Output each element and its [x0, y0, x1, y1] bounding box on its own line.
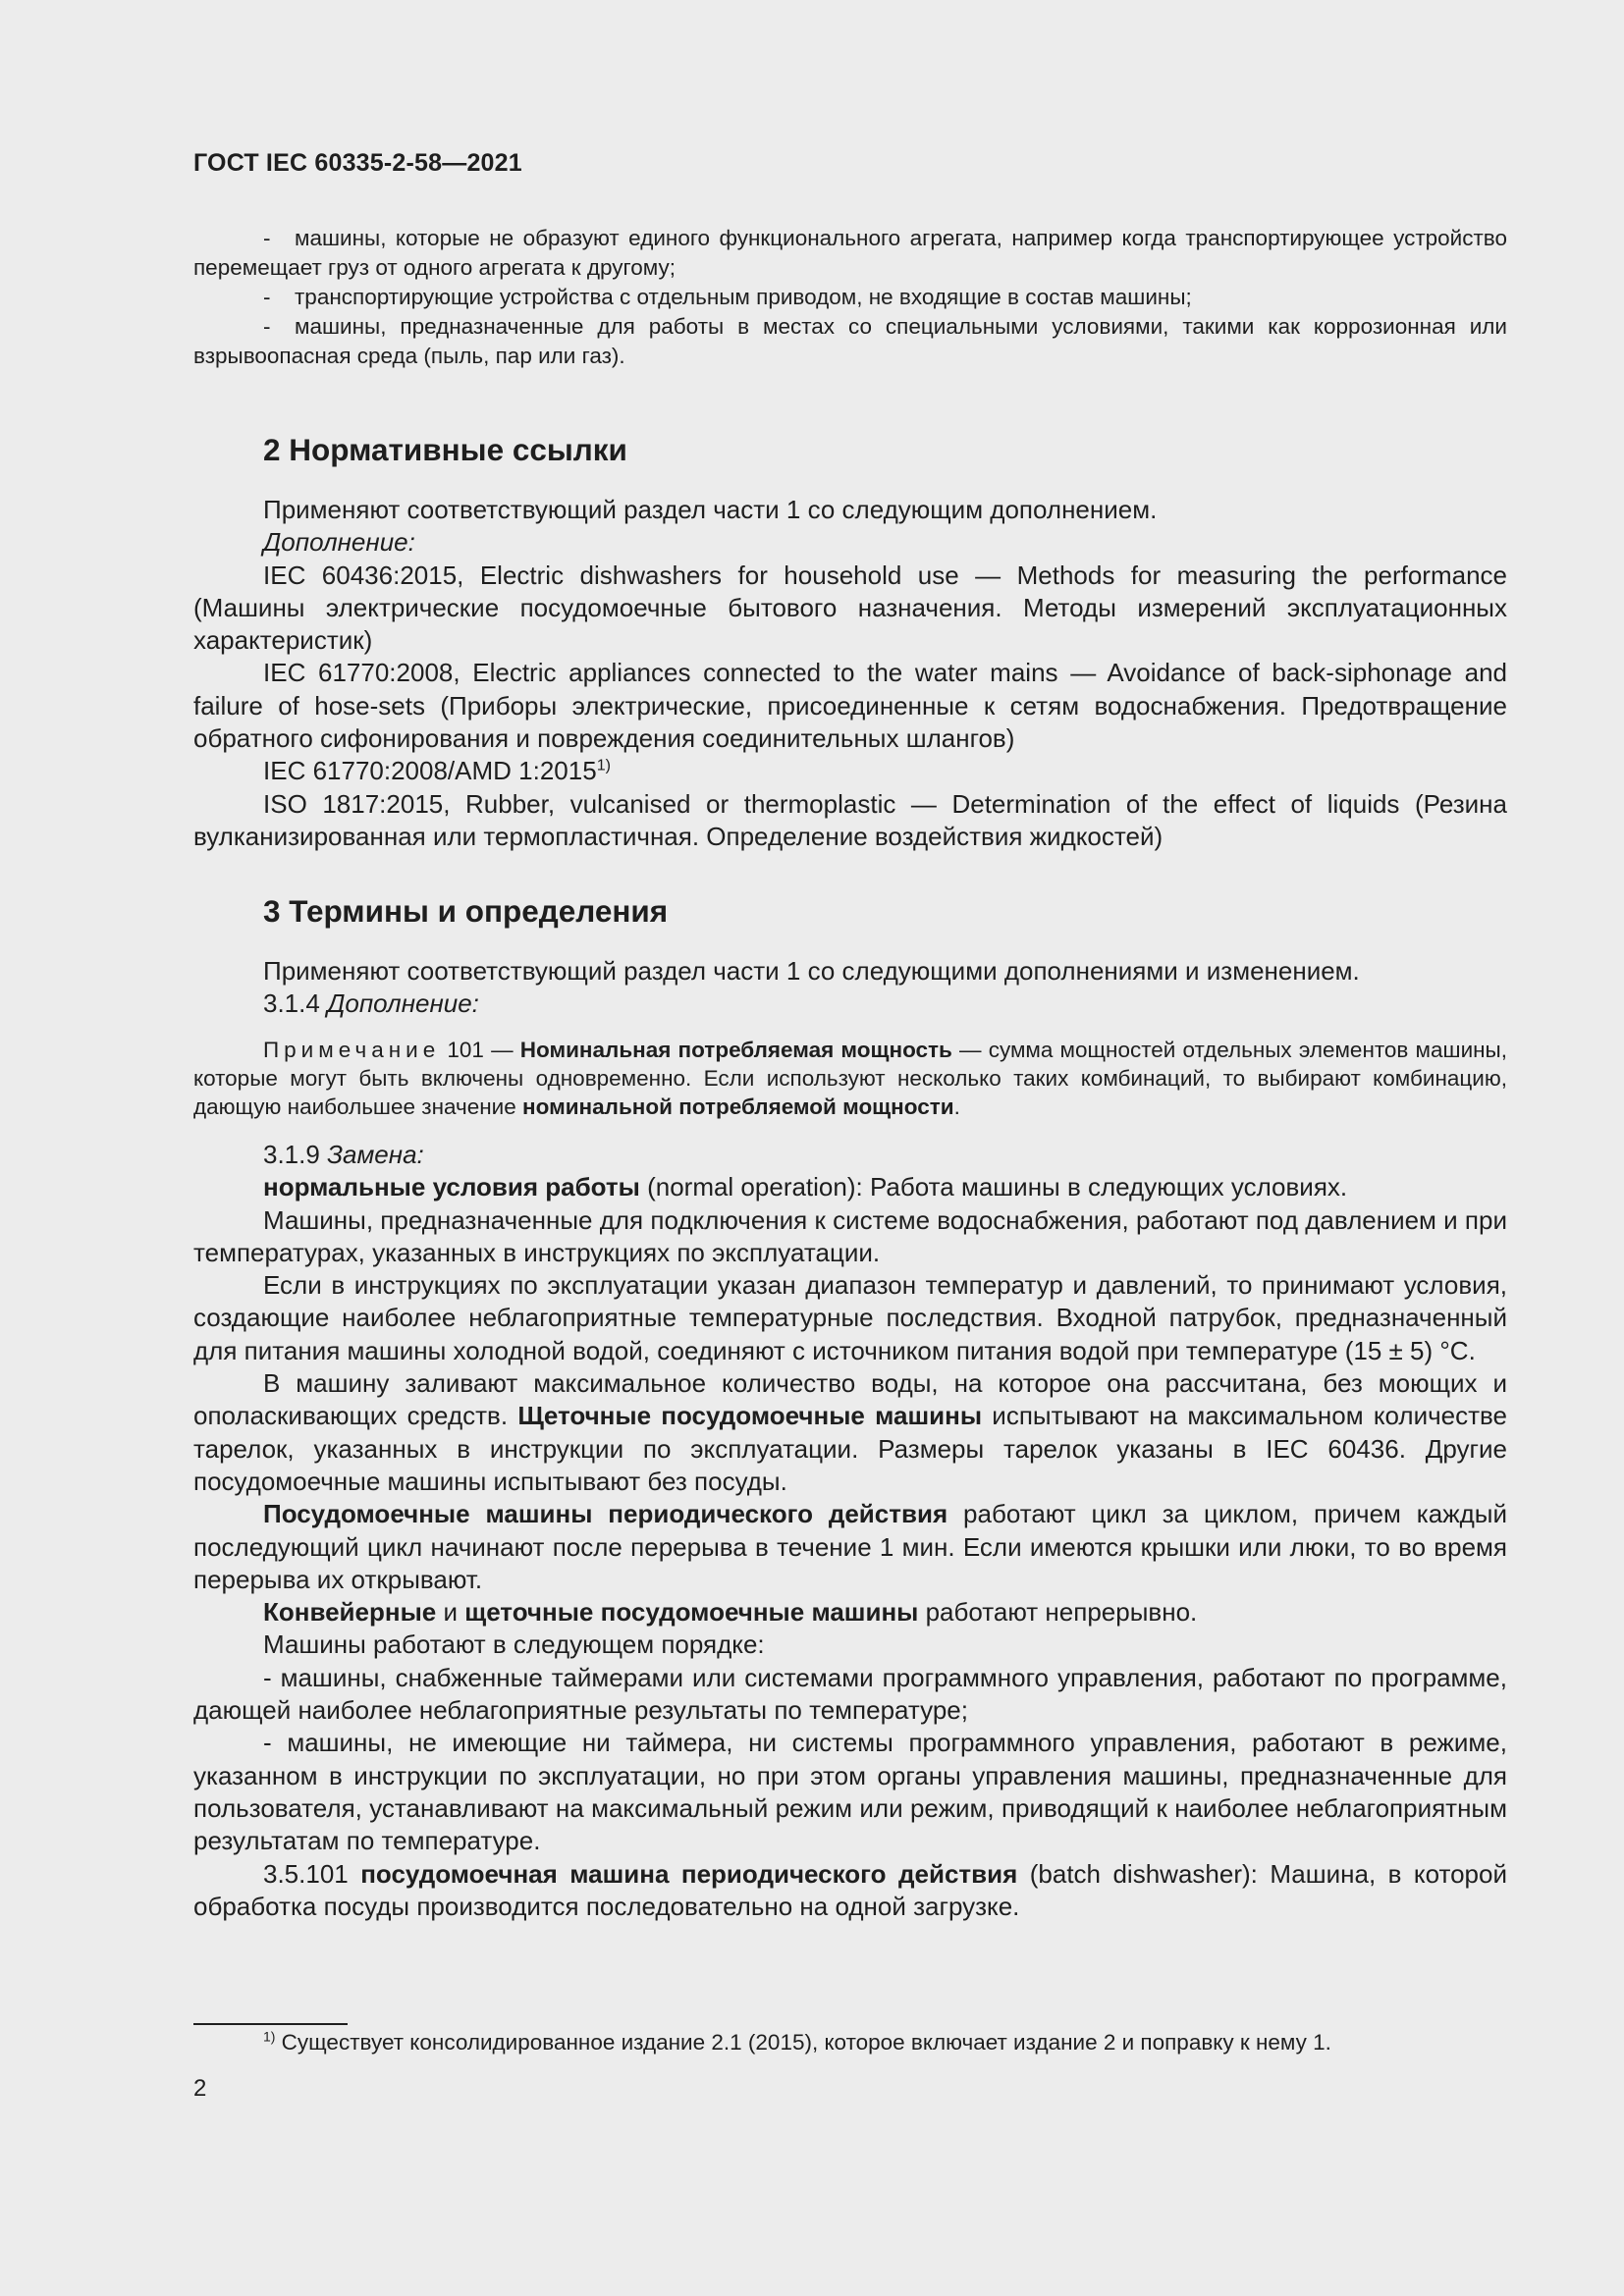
clause-3-1-9: 3.1.9 Замена: — [263, 1140, 424, 1169]
list-item: - машины, снабженные таймерами или системами программного управления, работают по программе, дающей наиболее неблагоприятные результаты по температуре; — [193, 1662, 1507, 1726]
paragraph: Машины работают в следующем порядке: — [263, 1629, 765, 1660]
intro-item: - транспортирующие устройства с отдельным приводом, не входящие в состав машины; — [263, 285, 1192, 309]
list-item: - машины, не имеющие ни таймера, ни системы программного управления, работают в режиме, указанном в инструкции по эксплуатации, но при этом органы управления машины, предназначенные для пользователя, устанавливают на максимальный режим или режим, приводящий к наиболее неблагоприятным результатам по температуре. — [193, 1728, 1507, 1856]
paragraph: Применяют соответствующий раздел части 1 со следующими дополнениями и изменением. — [263, 956, 1360, 986]
section-2-heading: 2 Нормативные ссылки — [263, 432, 627, 467]
clause-3-1-4: 3.1.4 Дополнение: — [263, 988, 479, 1019]
footnote-marker: 1) — [263, 2028, 276, 2045]
section-2-body — [193, 494, 1507, 853]
footnote: $^{1)}$ Существует консолидированное издание 2.1 (2015), которое включает издание 2 и поправку к нему 1. — [263, 2028, 1331, 2055]
footnote-separator — [193, 2023, 348, 2025]
intro-list — [193, 224, 1507, 371]
reference: IEC 61770:2008/AMD 1:2015$^{1)}$ — [263, 756, 612, 786]
note-101: Примечание 101 — Номинальная потребляемая мощность — сумма мощностей отдельных элементов машины, которые могут быть включены одновременно. Если используют несколько таких комбинаций, то выбирают комбинацию, дающую наибольшее значение номинальной потребляемой мощности. — [193, 1038, 1507, 1119]
section-3-body — [193, 1139, 1507, 1923]
section-3-heading: 3 Термины и определения — [263, 893, 669, 929]
paragraph: Если в инструкциях по эксплуатации указан диапазон температур и давлений, то принимают условия, создающие наиболее неблагоприятные температурные последствия. Входной патрубок, предназначенный для питания машины холодной водой, соединяют с источником питания водой при температуре (15 ± 5) °С. — [193, 1270, 1507, 1365]
paragraph: Посудомоечные машины периодического действия работают цикл за циклом, причем каждый последующий цикл начинают после перерыва в течение 1 мин. Если имеются крышки или люки, то во время перерыва их открывают. — [193, 1499, 1507, 1594]
paragraph: Машины, предназначенные для подключения к системе водоснабжения, работают под давлением и при температурах, указанных в инструкциях по эксплуатации. — [193, 1204, 1507, 1267]
footnote-marker: 1) — [596, 756, 612, 774]
intro-item: - машины, предназначенные для работы в местах со специальными условиями, такими как коррозионная или взрывоопасная среда (пыль, пар или газ). — [193, 314, 1507, 368]
section-3-intro — [193, 955, 1507, 1021]
reference: ISO 1817:2015, Rubber, vulcanised or thermoplastic — Determination of the effect of liquids (Резина вулканизированная или термопластичная. Определение воздействия жидкостей) — [193, 788, 1507, 851]
paragraph: Применяют соответствующий раздел части 1 со следующим дополнением. — [263, 495, 1158, 524]
definition-normal-operation: нормальные условия работы (normal operation): Работа машины в следующих условиях. — [263, 1172, 1348, 1202]
document-code: ГОСТ IEC 60335-2-58—2021 — [193, 149, 522, 177]
reference: IEC 61770:2008, Electric appliances connected to the water mains — Avoidance of back-siphonage and failure of hose-sets (Приборы электрические, присоединенные к сетям водоснабжения. Предотвращение обратного сифонирования и повреждения соединительных шлангов) — [193, 658, 1507, 754]
addition-label: Дополнение: — [263, 527, 415, 558]
intro-item: - машины, которые не образуют единого функционального агрегата, например когда транспортирующее устройство перемещает груз от одного агрегата к другому; — [193, 226, 1507, 280]
paragraph: В машину заливают максимальное количество воды, на которое она рассчитана, без моющих и ополаскивающих средств. Щеточные посудомоечные машины испытывают на максимальном количестве тарелок, указанных в инструкции по эксплуатации. Размеры тарелок указаны в IEC 60436. Другие посудомоечные машины испытывают без посуды. — [193, 1368, 1507, 1496]
page-number: 2 — [193, 2075, 207, 2102]
reference: IEC 60436:2015, Electric dishwashers for household use — Methods for measuring the performance (Машины электрические посудомоечные бытового назначения. Методы измерений эксплуатационных характеристик) — [193, 560, 1507, 656]
clause-3-5-101: 3.5.101 посудомоечная машина периодического действия (batch dishwasher): Машина, в которой обработка посуды производится последовательно на одной загрузке. — [193, 1858, 1507, 1921]
paragraph: Конвейерные и щеточные посудомоечные машины работают непрерывно. — [263, 1597, 1198, 1628]
